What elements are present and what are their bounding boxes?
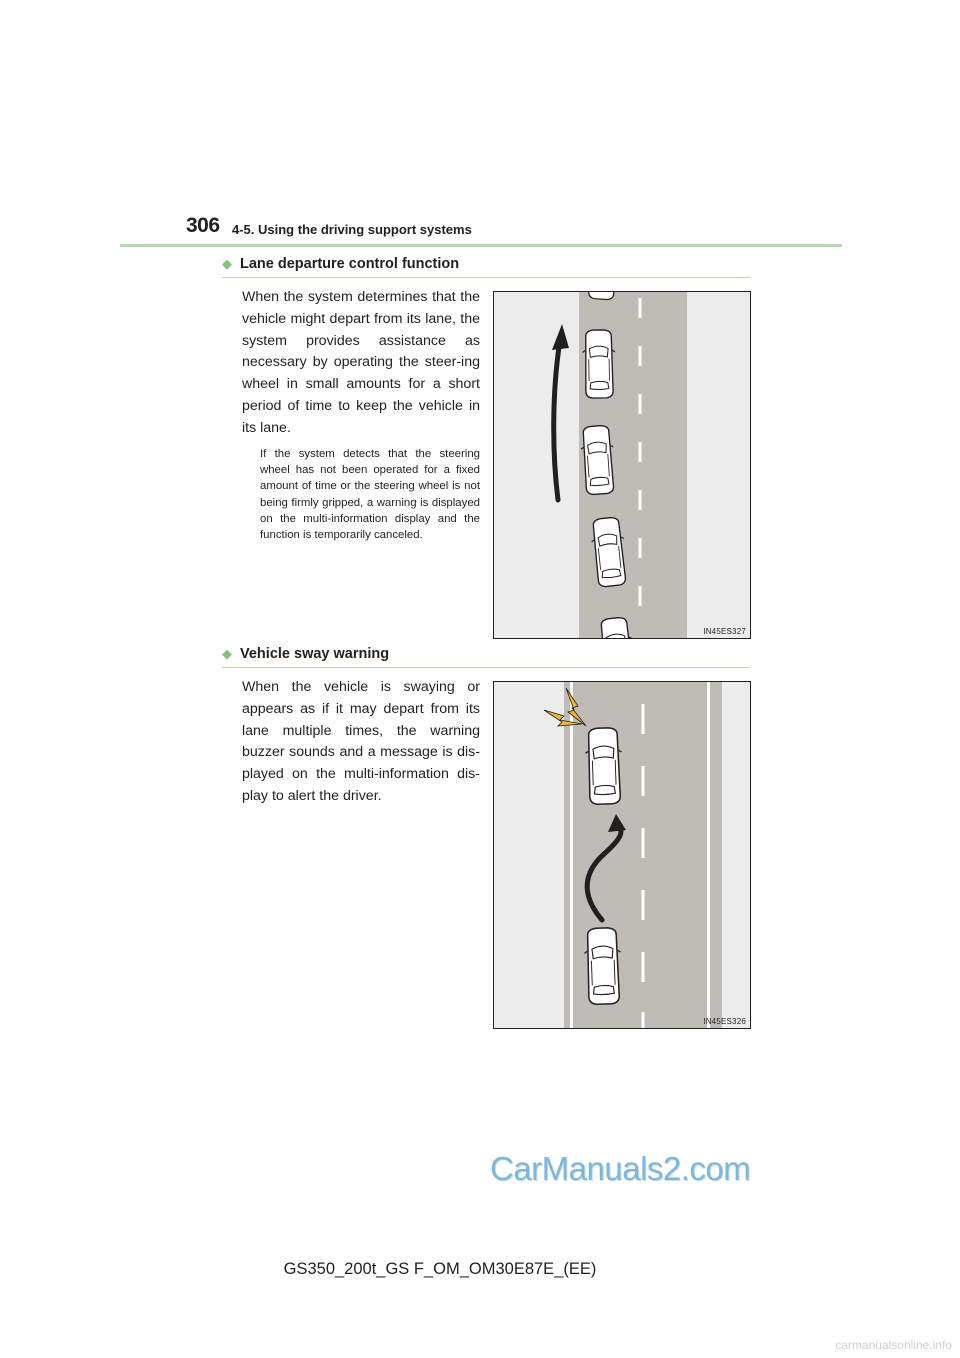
header-divider: [120, 244, 842, 247]
section-heading-text: Lane departure control function: [240, 256, 460, 272]
sway-warning-figure: [493, 681, 751, 1029]
page-number: 306: [186, 214, 220, 237]
section-heading-sway-warning: [222, 646, 389, 662]
lane-departure-figure: [493, 291, 751, 639]
figure-code: IN45ES327: [703, 627, 746, 636]
diamond-bullet-icon: ◆: [222, 256, 232, 271]
section-body-text: When the system determines that the vehicle might depart from its lane, the system provides assistance as necessary by operating the steer-ing wheel in small amounts for a short period of time to keep the vehicle in its lane.: [242, 289, 480, 436]
section-divider: [222, 277, 750, 278]
section-body-text: When the vehicle is swaying or appears as if it may depart from its lane multiple times, the warning buzzer sounds and a message is dis-played on the multi-information dis-play to alert the driver.: [242, 679, 480, 804]
section-note-text: If the system detects that the steering wheel has not been operated for a fixed amount of time or the steering wheel is not being firmly gripped, a warning is displayed on the multi-information display and the function is temporarily canceled.: [260, 448, 480, 542]
sway-warning-illustration: [494, 682, 750, 1028]
footer-doc-code: [0, 1260, 960, 1279]
source-watermark: carmanualsonline.info: [835, 1338, 952, 1352]
chapter-title: 4-5. Using the driving support systems: [232, 222, 472, 237]
footer-doc-code-text: GS350_200t_GS F_OM_OM30E87E_(EE): [283, 1260, 597, 1278]
section-divider: [222, 667, 750, 668]
watermark-logo: CarManuals2.com: [490, 1150, 751, 1187]
section-heading-text: Vehicle sway warning: [240, 646, 390, 662]
diamond-bullet-icon: ◆: [222, 646, 232, 661]
section-heading-lane-departure: [222, 256, 459, 272]
lane-departure-illustration: [494, 292, 750, 638]
figure-code: IN45ES326: [703, 1017, 746, 1026]
